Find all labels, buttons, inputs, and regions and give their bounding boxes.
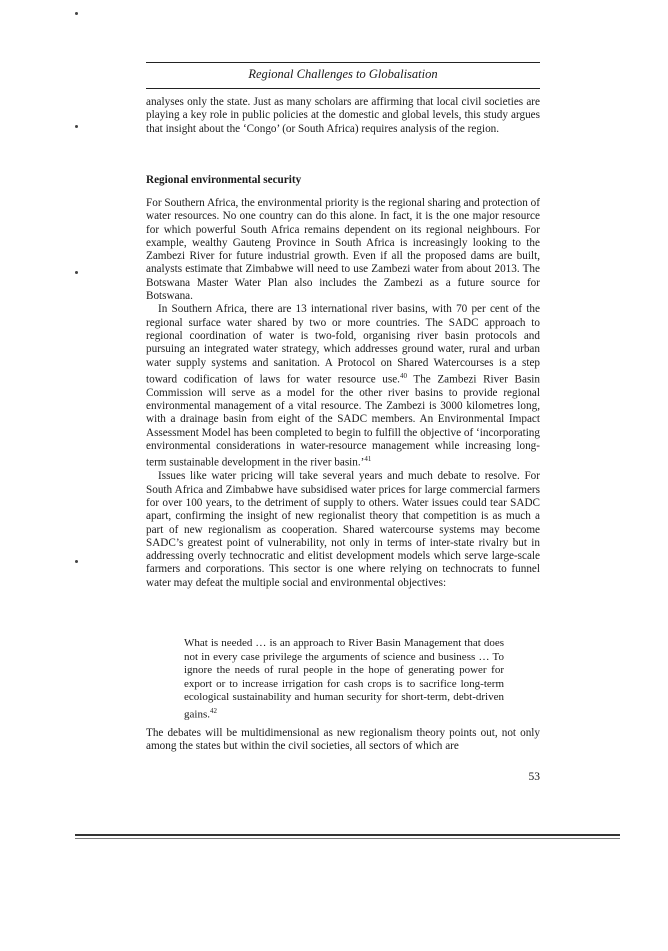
paragraph-3: Issues like water pricing will take several years and much debate to resolve. For South Africa and Zimbabwe have subsidised water prices for large commercial farmers for over 100 years, to the detriment of supply to others. Water issues could tear SADC apart, confirming the insight of new regionalist theory that competition is as much a part of new regionalism as cooperation. Shared watercourse systems may become SADC’s greatest point of vulnerability, not only in terms of inter-state rivalry but in addressing overly technocratic and elitist development models which serve large-scale farmers and corporations. This sector is one where relying on technocrats to funnel water may defeat the multiple social and environmental objectives: [146, 470, 540, 589]
page-number: 53 [528, 771, 540, 783]
block-quote-text: What is needed … is an approach to River Basin Management that does not in every case privilege the arguments of science and business … To ignore the needs of rural people in the hope of generating power for export or to increase irrigation for cash crops is to sacrifice long-term ecological sustainability and human security for short-term, debt-driven gains. [184, 637, 504, 721]
paragraph-2-part-b: The Zambezi River Basin Commission will serve as a model for the other river basins to provide regional environmental management of a vital resource. The Zambezi is 3000 kilometres long, with a drainage basin from eight of the SADC members. An Environmental Impact Assessment Model has been completed to begin to fulfill the objective of ‘incorporating environmental considerations in water-resource management while increasing long-term sustainable development in the river basin.’ [146, 373, 541, 470]
section-body [146, 197, 540, 590]
scan-edge-line-thin [75, 838, 620, 839]
footnote-ref-40: 40 [399, 371, 407, 380]
running-header [146, 62, 540, 81]
intro-paragraph [146, 96, 540, 136]
closing-paragraph [146, 727, 540, 754]
footnote-ref-42: 42 [209, 706, 217, 715]
scan-mark [75, 125, 78, 128]
footnote-ref-41: 41 [364, 455, 372, 464]
block-quote [184, 637, 504, 722]
running-header-title: Regional Challenges to Globalisation [248, 67, 438, 81]
section-heading: Regional environmental security [146, 174, 302, 186]
scan-mark [75, 12, 78, 15]
header-rule [146, 88, 540, 89]
scan-mark [75, 271, 78, 274]
paragraph-2 [146, 303, 540, 470]
paragraph-4: The debates will be multidimensional as new regionalism theory points out, not only among the states but within the civil societies, all sectors of which are [146, 727, 540, 753]
scan-mark [75, 560, 78, 563]
scan-edge-line [75, 834, 620, 836]
paragraph-1: For Southern Africa, the environmental priority is the regional sharing and protection of water resources. No one country can do this alone. In fact, it is the one major resource for which powerful South Africa remains dependent on its regional neighbours. For example, wealthy Gauteng Province in South Africa is increasingly looking to the Zambezi River for future industrial growth. Even if all the proposed dams are built, analysts estimate that Zimbabwe will need to use Zambezi water from about 2013. The Botswana Master Water Plan also includes the Zambezi as a future source for Botswana. [146, 197, 540, 303]
paragraph-2-part-a: In Southern Africa, there are 13 international river basins, with 70 per cent of the regional surface water shared by two or more countries. The SADC approach to regional coordination of water is two-fold, organising river basin protocols and pursuing an integrated water strategy, which addresses ground water, rural and urban water supply systems and sanitation. A Protocol on Shared Watercourses is a step toward codification of laws for water resource use. [146, 303, 540, 386]
intro-text: analyses only the state. Just as many scholars are affirming that local civil societies are playing a key role in public policies at the domestic and global levels, this study argues that insight about the ‘Congo’ (or South Africa) requires analysis of the region. [146, 96, 540, 135]
